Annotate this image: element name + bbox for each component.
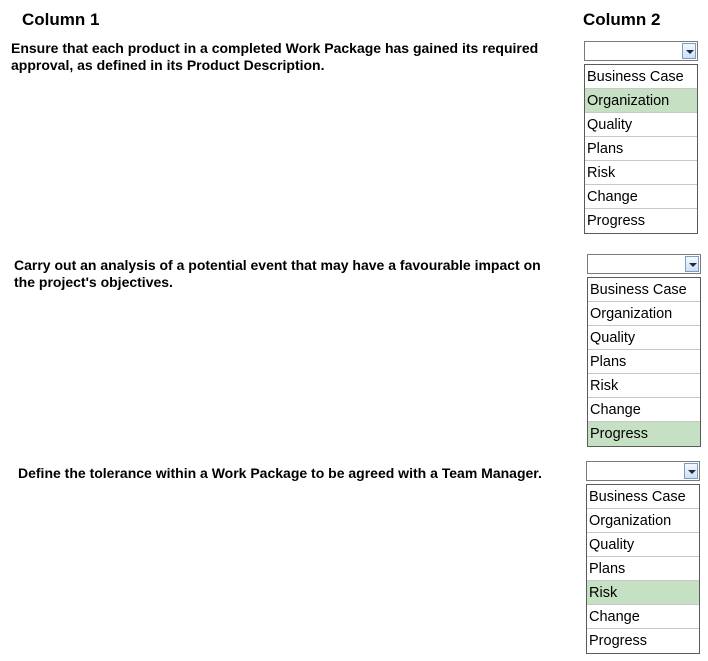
option-progress[interactable]: Progress [589,633,648,649]
option-plans[interactable]: Plans [587,557,699,581]
option-risk[interactable]: Risk [588,374,700,398]
question-2-text [14,257,559,291]
question-1-dropdown [584,41,698,234]
option-organization[interactable]: Organization [588,302,700,326]
chevron-down-icon[interactable] [685,256,699,272]
question-3-option-list [586,484,700,654]
option-change[interactable]: Change [585,185,697,209]
question-3-text [18,465,563,482]
question-1-line-2: approval, as defined in its Product Description. [11,57,325,73]
question-2-line-2: the project's objectives. [14,274,173,290]
question-2-line-1: Carry out an analysis of a potential event that may have a favourable impact on [14,257,541,273]
option-quality[interactable]: Quality [588,326,700,350]
chevron-down-icon[interactable] [684,463,698,479]
question-1-text [11,40,556,74]
question-2-dropdown [587,254,701,447]
option-quality[interactable]: Quality [585,113,697,137]
column2-header: Column 2 [583,10,661,29]
option-business-case[interactable]: Business Case [588,278,700,302]
option-risk[interactable]: Risk [585,161,697,185]
question-3-dropdown [586,461,700,654]
column1-header: Column 1 [22,10,100,29]
option-quality[interactable]: Quality [587,533,699,557]
option-business-case[interactable]: Business Case [585,65,697,89]
question-1-option-list [584,64,698,234]
chevron-down-icon[interactable] [682,43,696,59]
option-change[interactable]: Change [587,605,699,629]
option-plans[interactable]: Plans [588,350,700,374]
question-1-line-1: Ensure that each product in a completed Work Package has gained its required [11,40,539,56]
question-3-select[interactable] [586,461,700,481]
option-organization[interactable]: Organization [585,89,697,113]
question-3-line-1: Define the tolerance within a Work Package to be agreed with a Team Manager. [18,465,542,481]
question-1-select[interactable] [584,41,698,61]
option-progress[interactable]: Progress [587,213,646,229]
option-progress[interactable]: Progress [588,422,700,446]
option-plans[interactable]: Plans [585,137,697,161]
option-organization[interactable]: Organization [587,509,699,533]
option-change[interactable]: Change [588,398,700,422]
option-risk[interactable]: Risk [587,581,699,605]
question-2-option-list [587,277,701,447]
option-business-case[interactable]: Business Case [587,485,699,509]
question-2-select[interactable] [587,254,701,274]
